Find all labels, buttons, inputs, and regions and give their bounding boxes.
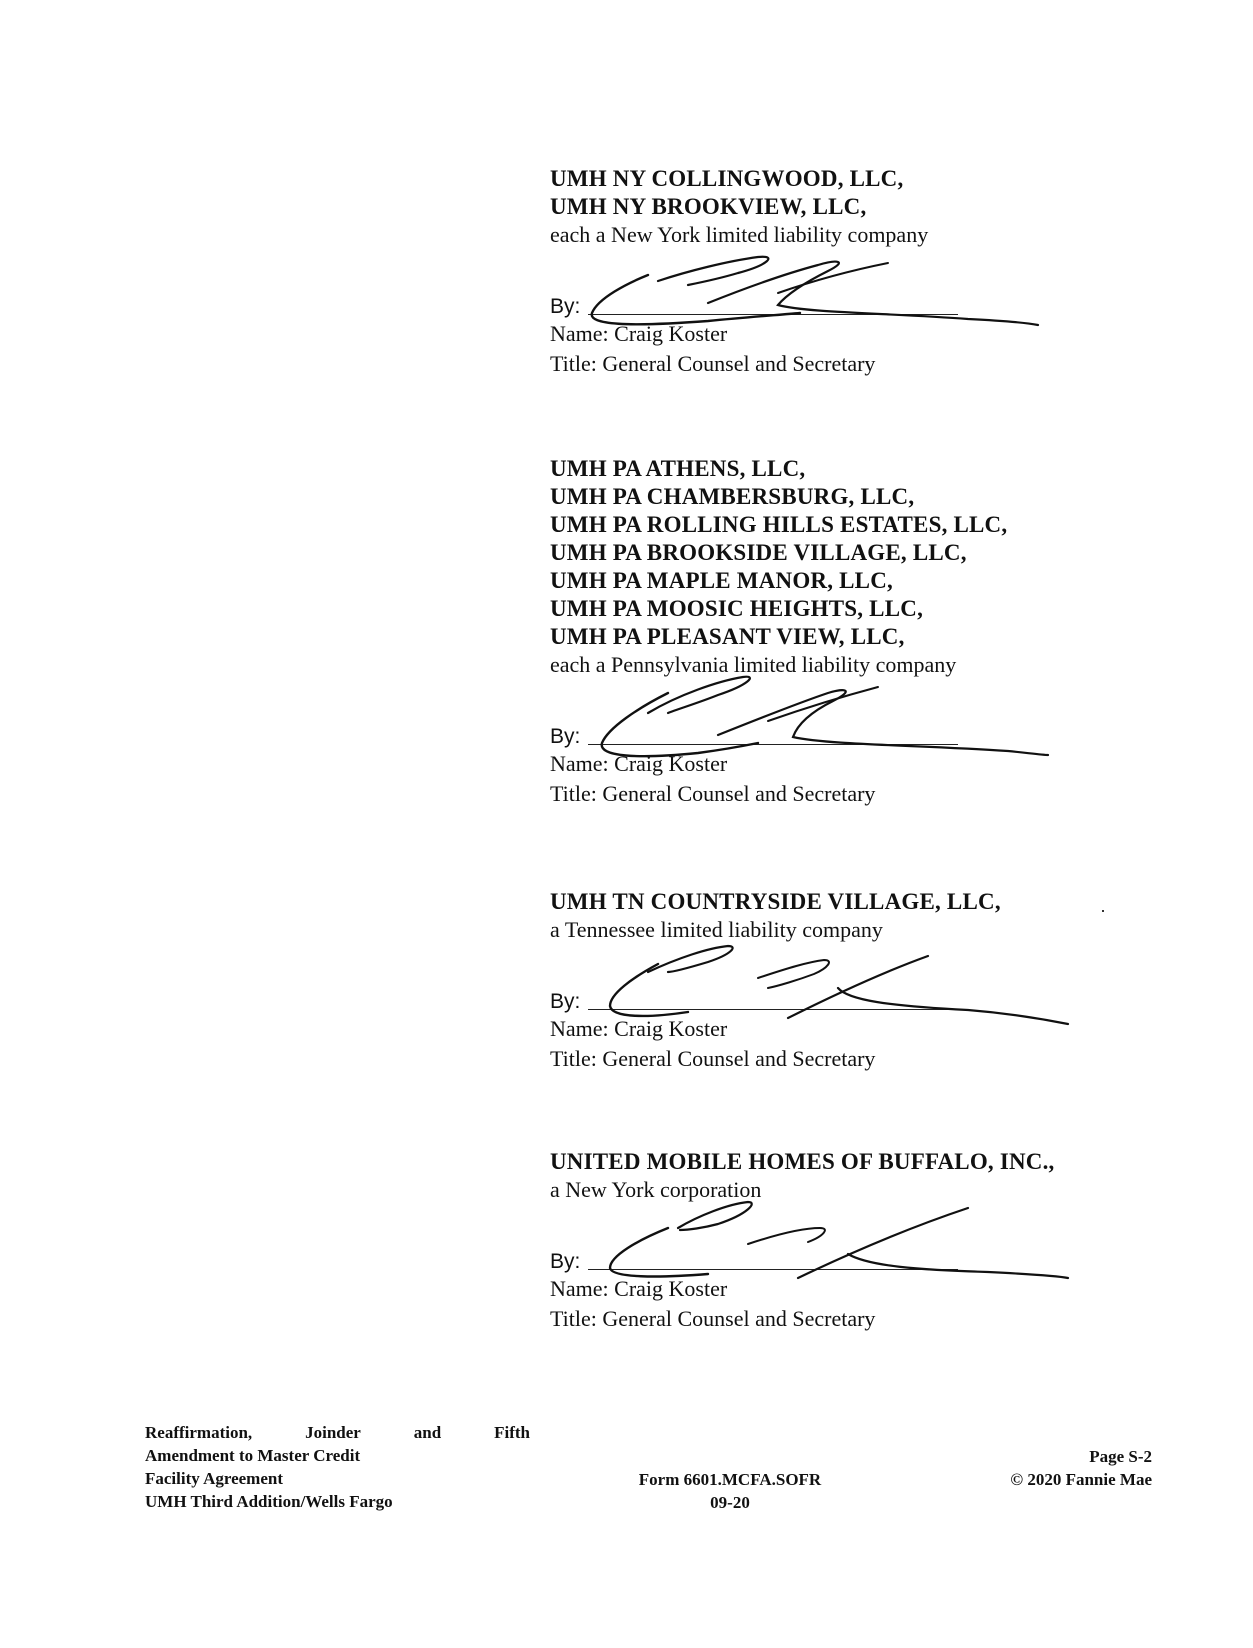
entity-description: a Tennessee limited liability company [550,917,883,942]
signature-block-ny [550,165,1170,379]
signatory-name: Name: Craig Koster [550,1276,728,1301]
footer-title-line: UMH Third Addition/Wells Fargo [145,1492,393,1511]
footer-word: Fifth [494,1423,530,1442]
signature-row [550,249,1170,319]
footer-title-line: Amendment to Master Credit [145,1446,361,1465]
entity-name: UMH PA MAPLE MANOR, LLC, [550,568,893,593]
footer-title-line: Facility Agreement [145,1469,284,1488]
by-label: By: [550,725,581,748]
entity-name: UMH TN COUNTRYSIDE VILLAGE, LLC, [550,889,1001,914]
signatory-name: Name: Craig Koster [550,751,728,776]
entity-name: UMH PA BROOKSIDE VILLAGE, LLC, [550,540,967,565]
signatory-name: Name: Craig Koster [550,1016,728,1041]
signature-block-buffalo [550,1148,1170,1334]
signature-row [550,944,1170,1014]
handwritten-signature [588,673,1068,763]
by-label: By: [550,295,581,318]
entity-name: UMH NY BROOKVIEW, LLC, [550,194,867,219]
by-label: By: [550,1250,581,1273]
entity-description: a New York corporation [550,1177,762,1202]
footer-word: Joinder [305,1423,361,1442]
entity-name: UMH PA ATHENS, LLC, [550,456,806,481]
footer-page-info [930,1445,1152,1491]
footer-word: and [413,1423,442,1442]
entity-name: UMH PA PLEASANT VIEW, LLC, [550,624,905,649]
page-number: Page S-2 [1089,1447,1152,1466]
signatory-name: Name: Craig Koster [550,321,728,346]
footer-form-number [600,1468,860,1514]
signature-block-pa [550,455,1170,809]
footer-document-title [145,1421,530,1513]
handwritten-signature [588,243,1068,333]
form-number: Form 6601.MCFA.SOFR [638,1470,822,1489]
entity-name: UMH PA ROLLING HILLS ESTATES, LLC, [550,512,1008,537]
form-date: 09-20 [710,1493,750,1512]
scan-speck [1102,910,1104,912]
entity-name: UMH PA CHAMBERSBURG, LLC, [550,484,915,509]
signature-row [550,679,1170,749]
signature-block-tn [550,888,1170,1074]
signatory-title: Title: General Counsel and Secretary [550,781,876,806]
entity-description: each a New York limited liability company [550,222,929,247]
signatory-title: Title: General Counsel and Secretary [550,1306,876,1331]
footer-word: Reaffirmation, [145,1423,253,1442]
entity-name: UMH PA MOOSIC HEIGHTS, LLC, [550,596,924,621]
footer-title-line [145,1421,530,1444]
entity-description: each a Pennsylvania limited liability company [550,652,957,677]
signatory-title: Title: General Counsel and Secretary [550,1046,876,1071]
entity-name: UMH NY COLLINGWOOD, LLC, [550,166,904,191]
copyright: © 2020 Fannie Mae [1010,1470,1152,1489]
signatory-title: Title: General Counsel and Secretary [550,351,876,376]
handwritten-signature [588,1198,1068,1288]
signature-row [550,1204,1170,1274]
entity-name: UNITED MOBILE HOMES OF BUFFALO, INC., [550,1149,1055,1174]
by-label: By: [550,990,581,1013]
handwritten-signature [588,938,1068,1028]
